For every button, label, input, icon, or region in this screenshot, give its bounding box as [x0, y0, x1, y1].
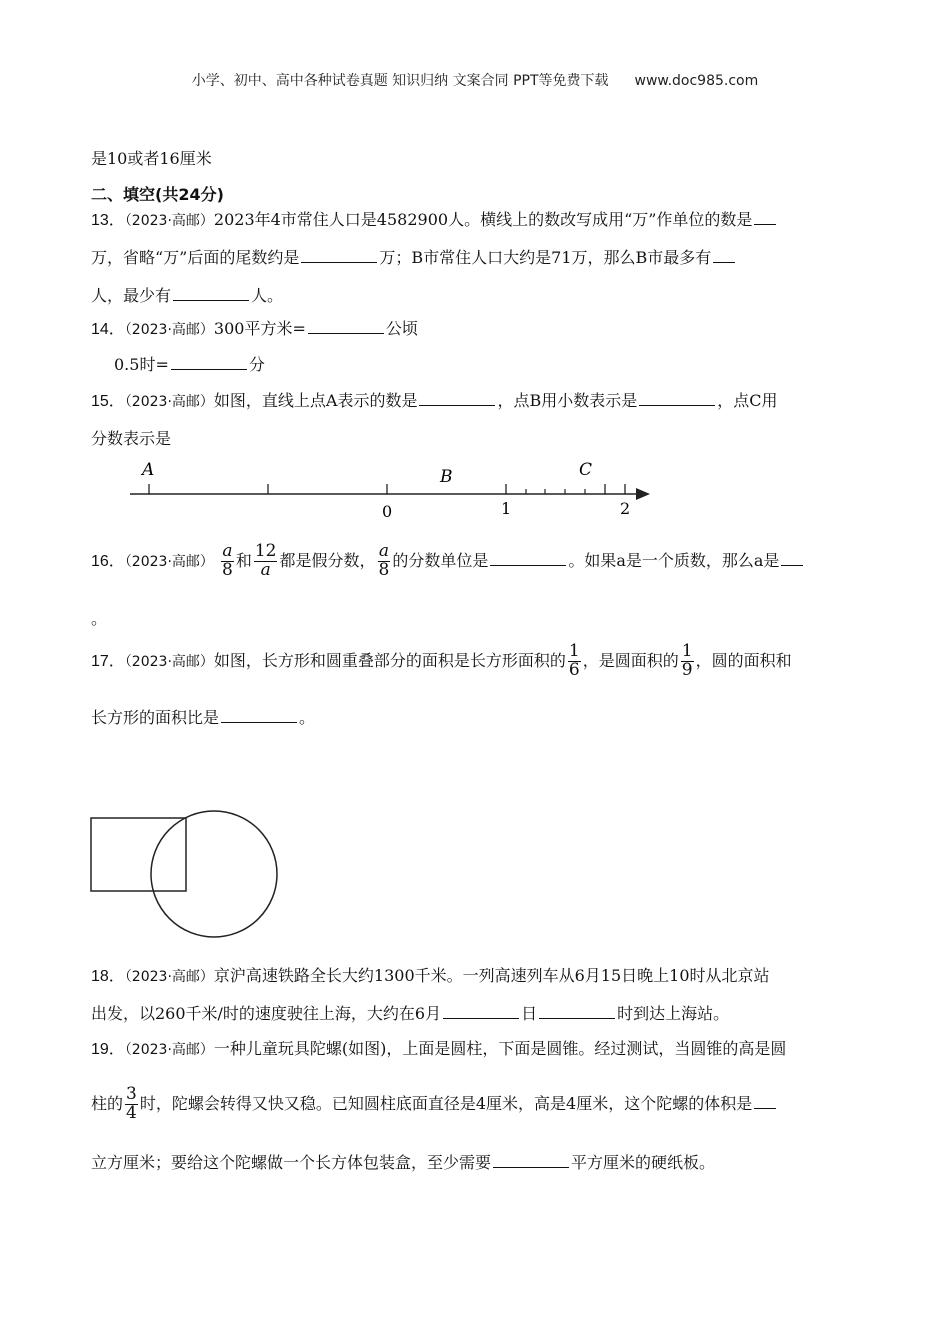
q13-number: 13． — [91, 212, 125, 229]
page-header — [0, 70, 950, 90]
q13-line2 — [91, 245, 737, 268]
q14-text-2b: 分 — [248, 355, 265, 374]
q19-line1 — [91, 1036, 786, 1059]
prev-answer: 是10或者16厘米 — [91, 149, 212, 168]
fraction-1-over-9: $\frac{1}{9}$ — [681, 641, 693, 680]
tick-label-1: 1 — [501, 499, 512, 518]
q19-text-3a: 立方厘米；要给这个陀螺做一个长方体包装盒，至少需要 — [91, 1153, 492, 1172]
q18-number: 18． — [91, 968, 125, 985]
q19-text-2b: 时，陀螺会转得又快又稳。已知圆柱底面直径是4厘米，高是4厘米，这个陀螺的体积是 — [139, 1093, 753, 1113]
q16-blank-1[interactable] — [490, 549, 566, 566]
q13-text-2a: 万，省略“万”后面的尾数约是 — [91, 248, 300, 267]
q16-and: 和 — [235, 550, 252, 570]
q19-number: 19． — [91, 1041, 125, 1058]
q15-text-1c: ，点C用 — [717, 391, 778, 410]
q13-text-3a: 人，最少有 — [91, 286, 172, 305]
q18-blank-1[interactable] — [443, 1002, 519, 1019]
q17-blank-1[interactable] — [221, 706, 297, 723]
q17-source: （2023·高邮） — [124, 653, 214, 670]
q13-blank-2[interactable] — [301, 246, 377, 263]
figure-circle — [151, 811, 277, 937]
q19-line3 — [91, 1150, 715, 1173]
label-point-c: C — [579, 460, 593, 480]
q15-line1 — [91, 388, 777, 411]
q14-text-1: 300平方米= — [213, 319, 306, 338]
q19-blank-2[interactable] — [493, 1151, 569, 1168]
q18-source: （2023·高邮） — [124, 969, 214, 985]
q16-blank-2[interactable] — [781, 549, 803, 566]
q14-blank-2[interactable] — [171, 353, 247, 370]
q13-line3 — [91, 283, 283, 306]
label-point-b: B — [440, 467, 453, 487]
number-line-figure — [120, 455, 660, 525]
q15-text-2: 分数表示是 — [91, 429, 172, 448]
q16-number: 16． — [91, 552, 125, 570]
header-text: 小学、初中、高中各种试卷真题 知识归纳 文案合同 PPT等免费下载 — [191, 73, 609, 89]
q19-line2 — [91, 1086, 778, 1123]
q17-number: 17． — [91, 652, 125, 670]
q14-blank-1[interactable] — [308, 317, 384, 334]
q16-text-2: 的分数单位是 — [392, 550, 489, 570]
q14-line2 — [114, 352, 265, 375]
fraction-3-over-4: $\frac{3}{4}$ — [126, 1084, 137, 1123]
q13-text-3b: 人。 — [251, 286, 284, 305]
fraction-a-over-8: $\frac{a}{8}$ — [222, 541, 233, 580]
number-line-arrow-icon — [636, 488, 650, 500]
q15-blank-2[interactable] — [639, 389, 715, 406]
q14-number: 14． — [91, 321, 125, 338]
tick-label-0: 0 — [382, 502, 393, 521]
q13-source: （2023·高邮） — [124, 213, 214, 229]
q19-text-2a: 柱的 — [91, 1093, 124, 1113]
q17-line1 — [91, 643, 792, 680]
q15-text-1a: 如图，直线上点A表示的数是 — [213, 391, 418, 410]
q16-text-1: 都是假分数， — [279, 550, 376, 570]
fraction-a-over-8-second: $\frac{a}{8}$ — [378, 541, 390, 580]
q15-line2 — [91, 426, 171, 449]
tick-label-2: 2 — [620, 499, 631, 518]
fraction-12-over-a: $\frac{12}{a}$ — [254, 541, 277, 580]
q13-line1 — [91, 207, 778, 230]
q16-text-3: 。如果a是一个质数，那么a是 — [568, 550, 780, 570]
q19-source: （2023·高邮） — [124, 1042, 214, 1058]
q15-source: （2023·高邮） — [124, 394, 214, 410]
q19-blank-1[interactable] — [754, 1092, 776, 1109]
q15-number: 15． — [91, 393, 125, 410]
q14-source: （2023·高邮） — [124, 322, 214, 338]
q13-blank-4[interactable] — [173, 284, 249, 301]
q17-text-2a: 长方形的面积比是 — [91, 708, 220, 727]
q18-text-2c: 时到达上海站。 — [617, 1004, 730, 1023]
q18-text-2a: 出发，以260千米/时的速度驶往上海，大约在6月 — [91, 1004, 442, 1023]
q15-text-1b: ，点B用小数表示是 — [497, 391, 638, 410]
q16-line2: 。 — [91, 609, 108, 628]
figure-rectangle — [91, 818, 186, 891]
q18-blank-2[interactable] — [539, 1002, 615, 1019]
section-title: 二、填空(共24分) — [91, 185, 224, 204]
q13-blank-1[interactable] — [754, 208, 776, 225]
q15-blank-1[interactable] — [419, 389, 495, 406]
header-url[interactable]: www.doc985.com — [634, 73, 759, 89]
q14-line1 — [91, 316, 418, 339]
q17-text-1: 如图，长方形和圆重叠部分的面积是长方形面积的 — [213, 650, 566, 670]
q13-text-1: 2023年4市常住人口是4582900人。横线上的数改写成用“万”作单位的数是 — [213, 210, 753, 229]
q19-text-1: 一种儿童玩具陀螺(如图)，上面是圆柱，下面是圆锥。经过测试，当圆锥的高是圆 — [213, 1039, 787, 1058]
q13-blank-3[interactable] — [713, 246, 735, 263]
q17-line2 — [91, 705, 315, 728]
q14-text-1b: 公顷 — [385, 319, 418, 338]
q19-text-3b: 平方厘米的硬纸板。 — [571, 1153, 716, 1172]
q16-source: （2023·高邮） — [124, 553, 214, 570]
q18-line2 — [91, 1001, 729, 1024]
q14-text-2: 0.5时= — [114, 355, 169, 374]
q17-text-3: ，圆的面积和 — [695, 650, 792, 670]
label-point-a: A — [142, 460, 155, 480]
q18-text-1: 京沪高速铁路全长大约1300千米。一列高速列车从6月15日晚上10时从北京站 — [213, 966, 770, 985]
q18-line1 — [91, 963, 770, 986]
q16-line1 — [91, 543, 805, 580]
q17-text-2b: 。 — [299, 708, 316, 727]
rectangle-circle-figure — [85, 805, 285, 945]
q17-text-2: ，是圆面积的 — [582, 650, 679, 670]
fraction-1-over-6: $\frac{1}{6}$ — [568, 641, 580, 680]
q18-text-2b: 日 — [521, 1004, 538, 1023]
q13-text-2b: 万；B市常住人口大约是71万，那么B市最多有 — [379, 248, 712, 267]
